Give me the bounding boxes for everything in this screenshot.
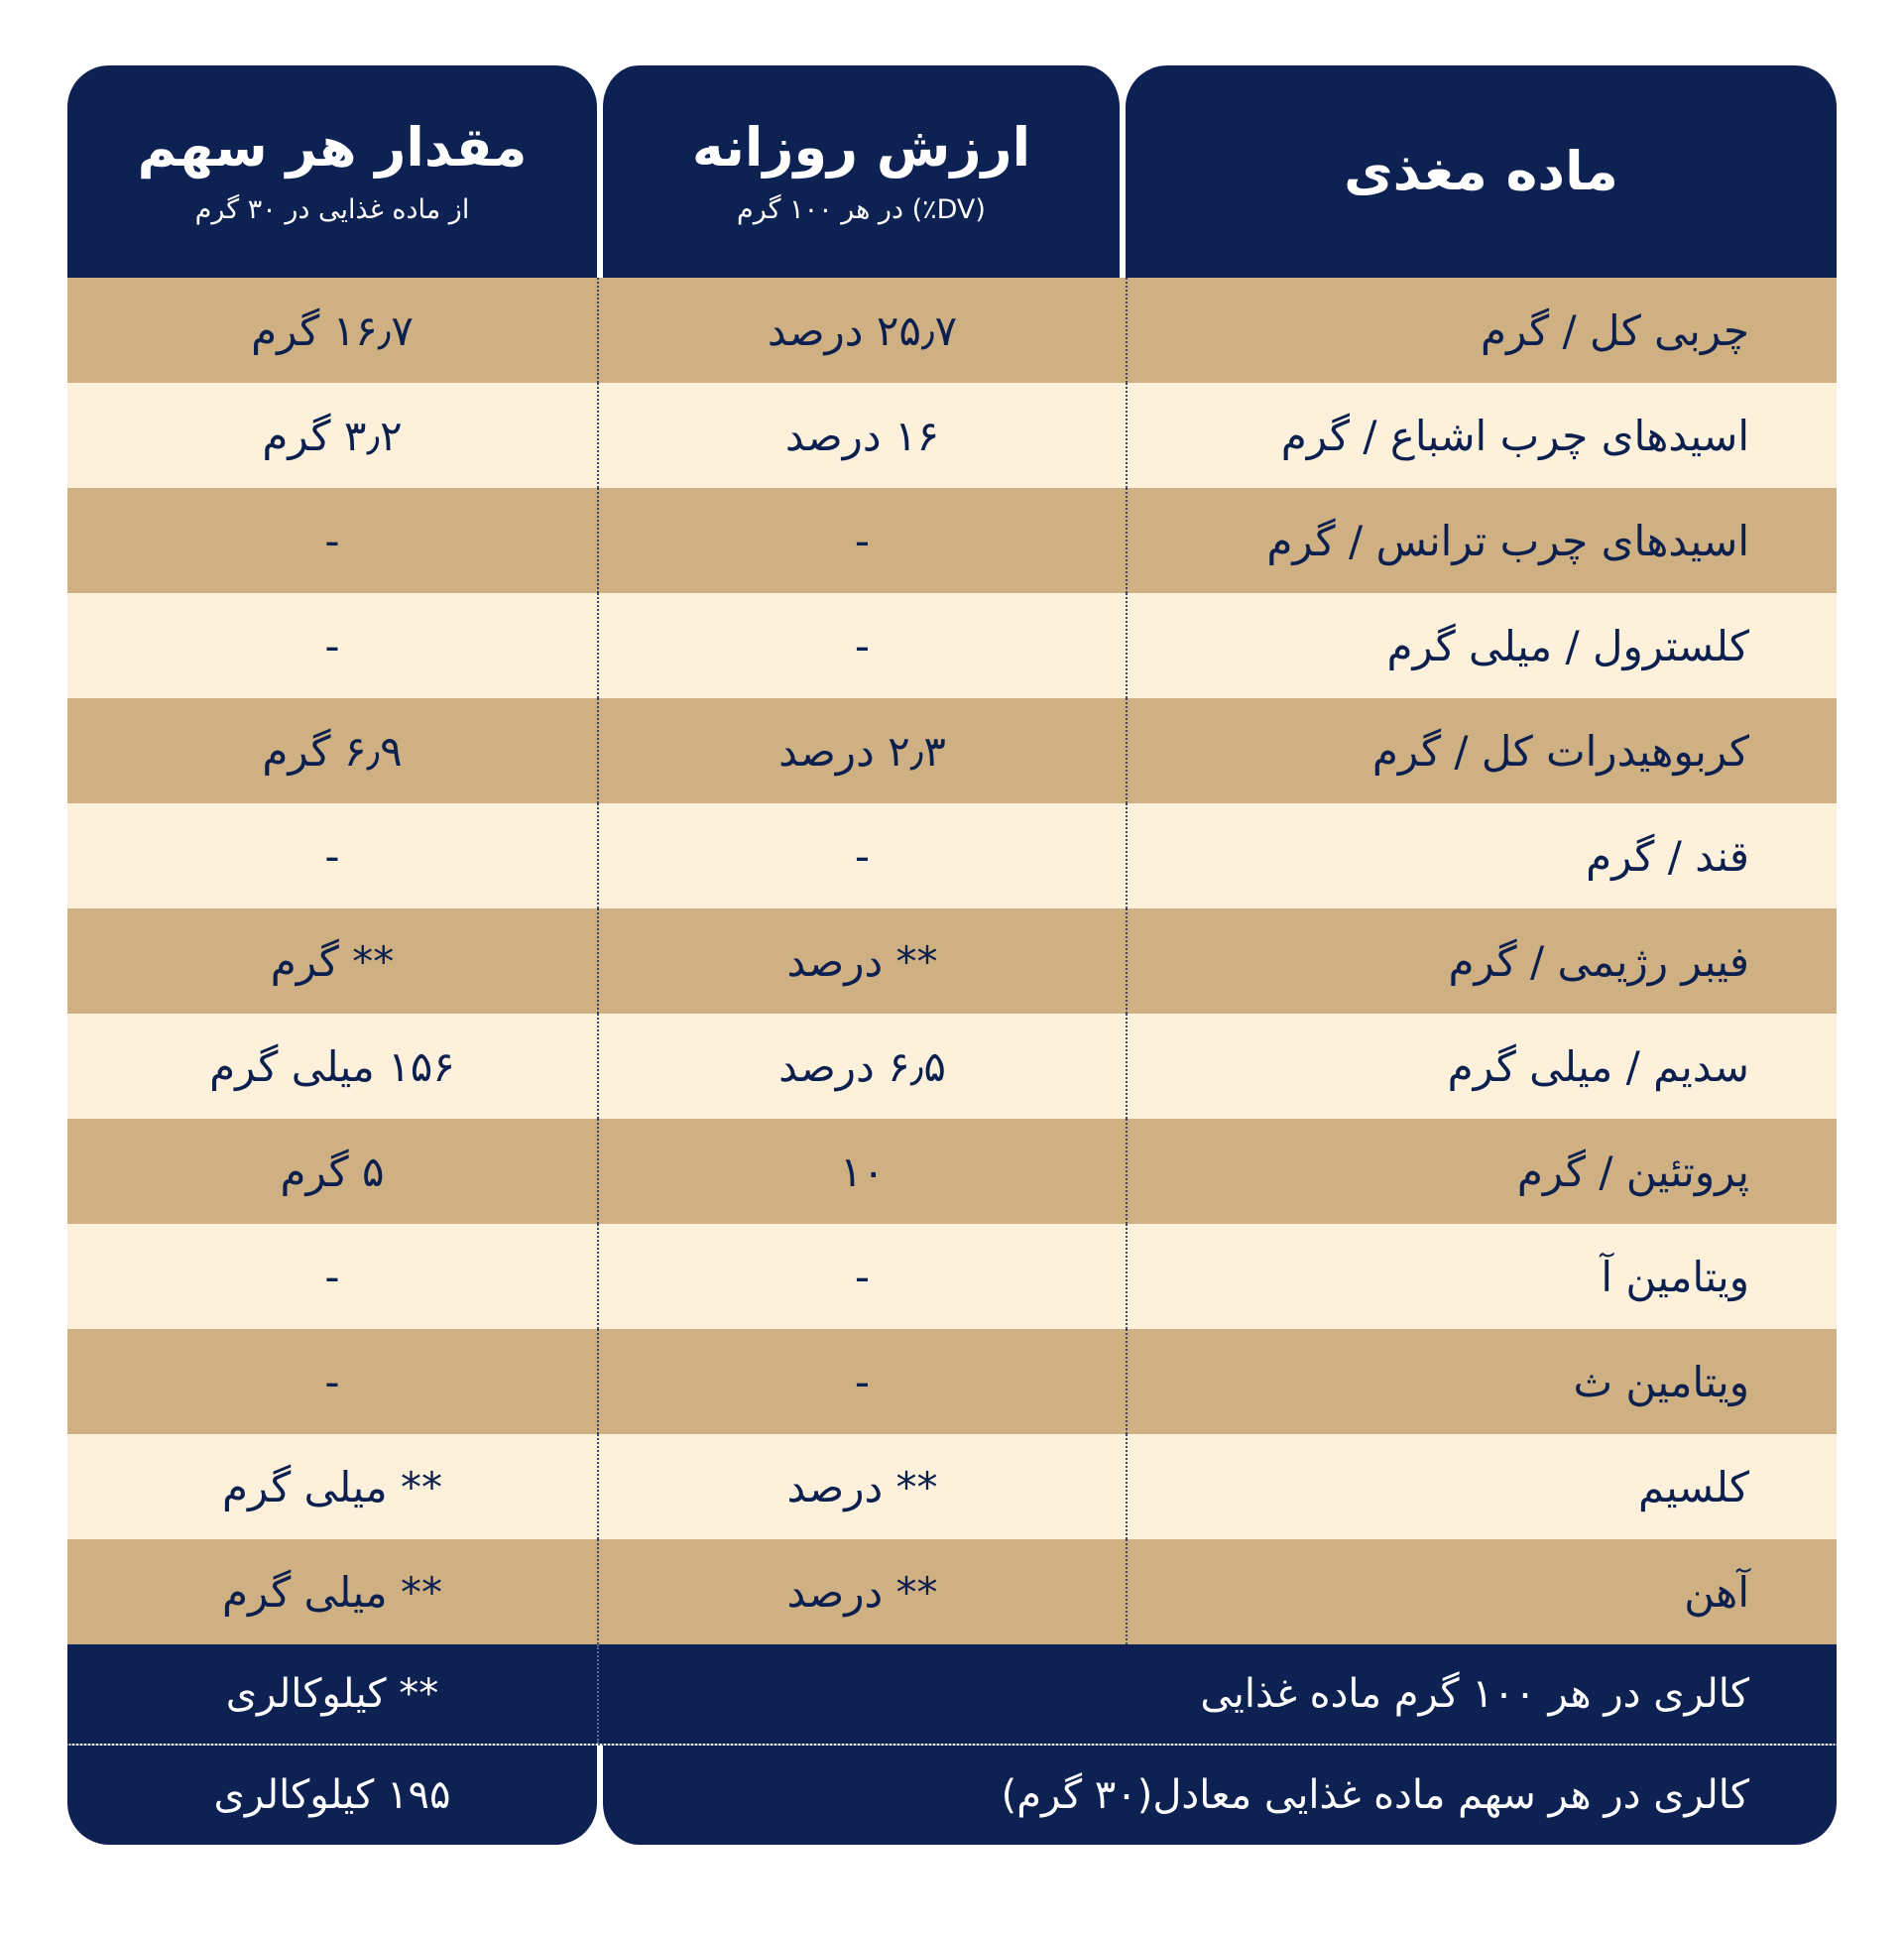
nutrient-name: کلسیم (1126, 1434, 1837, 1539)
table-row (67, 1014, 1837, 1119)
table-row (67, 278, 1837, 383)
header-daily-value-title: ارزش روزانه (691, 116, 1031, 180)
daily-value: ** درصد (597, 1434, 1126, 1539)
header-daily-value-subtitle: (DV٪) در هر ۱۰۰ گرم (737, 194, 986, 226)
serving-amount: ۶٫۹ گرم (262, 726, 403, 776)
table-row (67, 1119, 1837, 1224)
daily-value: - (597, 803, 1126, 908)
serving-amount: - (324, 831, 340, 881)
daily-value: ۱۰ (597, 1119, 1126, 1224)
table-row (67, 1329, 1837, 1434)
daily-value: ** درصد (597, 908, 1126, 1014)
header-daily-value (597, 65, 1126, 278)
table-header (67, 65, 1837, 278)
daily-value: ** درصد (597, 1539, 1126, 1644)
nutrient-name: ویتامین آ (1126, 1224, 1837, 1329)
calories-per-100g-value: ** کیلوکالری (67, 1644, 597, 1744)
nutrient-name: سدیم / میلی گرم (1126, 1014, 1837, 1119)
header-nutrient-title: ماده مغذی (1344, 139, 1618, 202)
daily-value: - (597, 1224, 1126, 1329)
header-serving-subtitle: از ماده غذایی در ۳۰ گرم (194, 194, 470, 226)
daily-value: - (597, 593, 1126, 698)
table-row (67, 803, 1837, 908)
calories-per-serving-value: ۱۹۵ کیلوکالری (67, 1746, 597, 1845)
table-row (67, 383, 1837, 488)
serving-amount: ۱۵۶ میلی گرم (209, 1041, 455, 1091)
nutrient-name: کلسترول / میلی گرم (1126, 593, 1837, 698)
calories-per-100g-label: کالری در هر ۱۰۰ گرم ماده غذایی (597, 1644, 1837, 1744)
nutrient-name: چربی کل / گرم (1126, 278, 1837, 383)
table-row (67, 1434, 1837, 1539)
daily-value: ۱۶ درصد (597, 383, 1126, 488)
nutrient-name: فیبر رژیمی / گرم (1126, 908, 1837, 1014)
serving-amount: - (324, 1357, 340, 1406)
calories-per-serving-label: کالری در هر سهم ماده غذایی معادل(۳۰ گرم) (597, 1746, 1837, 1845)
daily-value: - (597, 488, 1126, 593)
serving-amount: - (324, 516, 340, 565)
serving-amount: - (324, 1252, 340, 1301)
header-nutrient (1126, 65, 1837, 278)
nutrient-name: کربوهیدرات کل / گرم (1126, 698, 1837, 803)
daily-value: ۶٫۵ درصد (597, 1014, 1126, 1119)
table-row (67, 1224, 1837, 1329)
serving-amount: ۵ گرم (280, 1147, 385, 1196)
serving-amount: ** گرم (270, 936, 395, 986)
table-row (67, 698, 1837, 803)
nutrition-table (67, 65, 1837, 1845)
serving-amount: - (324, 621, 340, 670)
calories-per-100g-row (67, 1644, 1837, 1746)
nutrient-name: ویتامین ث (1126, 1329, 1837, 1434)
table-row (67, 488, 1837, 593)
table-row (67, 1539, 1837, 1644)
nutrient-name: قند / گرم (1126, 803, 1837, 908)
serving-amount: ۳٫۲ گرم (262, 411, 403, 460)
serving-amount: ** میلی گرم (222, 1567, 442, 1617)
table-row (67, 593, 1837, 698)
header-serving-title: مقدار هر سهم (137, 116, 528, 180)
daily-value: ۲٫۳ درصد (597, 698, 1126, 803)
table-row (67, 908, 1837, 1014)
daily-value: - (597, 1329, 1126, 1434)
serving-amount: ** میلی گرم (222, 1462, 442, 1511)
nutrient-name: پروتئین / گرم (1126, 1119, 1837, 1224)
nutrient-name: آهن (1126, 1539, 1837, 1644)
nutrient-name: اسیدهای چرب ترانس / گرم (1126, 488, 1837, 593)
calories-per-serving-row (67, 1746, 1837, 1845)
nutrient-name: اسیدهای چرب اشباع / گرم (1126, 383, 1837, 488)
daily-value: ۲۵٫۷ درصد (597, 278, 1126, 383)
serving-amount: ۱۶٫۷ گرم (251, 305, 414, 355)
header-serving (67, 65, 597, 278)
